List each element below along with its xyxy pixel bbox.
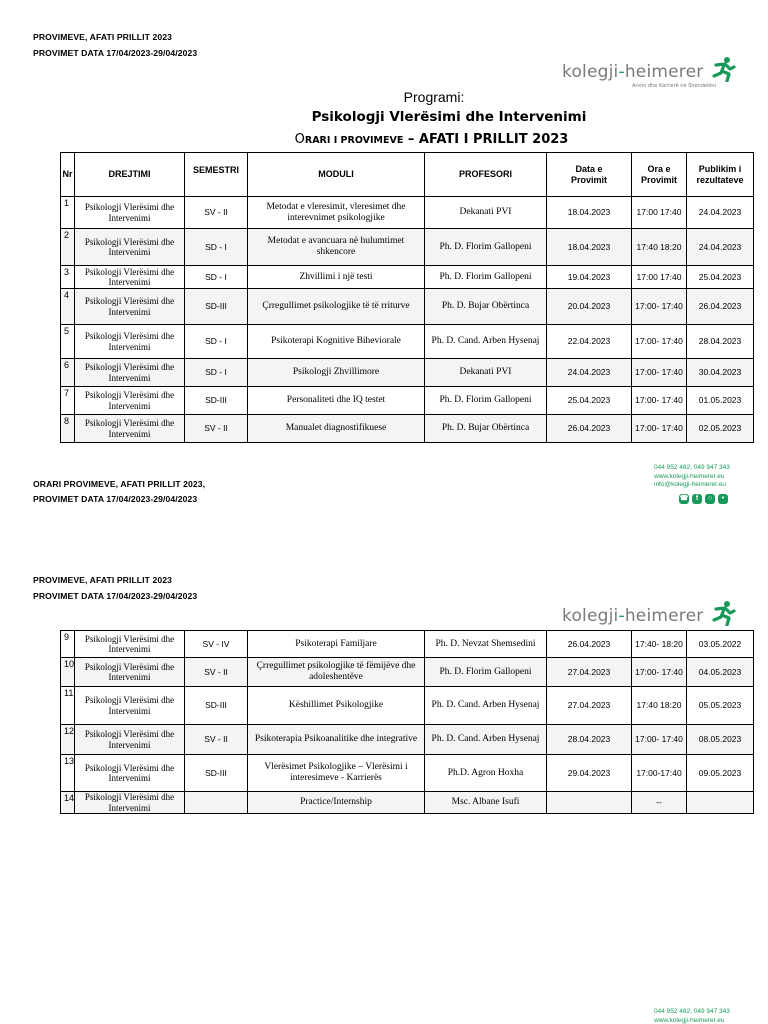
cell-drejtimi: Psikologji Vlerësimi dhe Intervenimi	[75, 266, 185, 289]
cell-nr: 10	[61, 658, 75, 687]
table-row	[61, 631, 754, 658]
college-logo	[562, 62, 742, 92]
col-header-ora: Ora e Provimit	[632, 153, 687, 197]
cell-profesori: Msc. Albane Isufi	[425, 792, 547, 814]
cell-semestri: SD - I	[185, 229, 248, 266]
cell-ora: 17:00- 17:40	[632, 725, 687, 755]
cell-nr: 8	[61, 415, 75, 443]
cell-publikim: 05.05.2023	[687, 687, 754, 725]
col-header-semestri: SEMESTRI	[185, 153, 248, 197]
program-label: Programi:	[403, 89, 465, 105]
cell-publikim: 24.04.2023	[687, 197, 754, 229]
table-row	[61, 289, 754, 325]
table-row	[61, 266, 754, 289]
runner-icon	[710, 56, 736, 82]
header-line-1: PROVIMEVE, AFATI PRILLIT 2023	[33, 32, 172, 42]
col-header-profesori: PROFESORI	[425, 153, 547, 197]
col-header-data: Data e Provimit	[547, 153, 632, 197]
cell-data: 25.04.2023	[547, 387, 632, 415]
cell-drejtimi: Psikologji Vlerësimi dhe Intervenimi	[75, 387, 185, 415]
twitter-icon[interactable]: •	[718, 494, 728, 504]
logo-tagline: Arsim dhe Karrierë në Shëndetësi	[632, 83, 716, 89]
cell-profesori: Ph. D. Florim Gallopeni	[425, 658, 547, 687]
cell-publikim: 28.04.2023	[687, 325, 754, 359]
cell-semestri: SV - II	[185, 658, 248, 687]
cell-nr: 4	[61, 289, 75, 325]
contact-phones: 044 952 462; 049 947 343	[654, 464, 730, 471]
cell-profesori: Ph. D. Florim Gallopeni	[425, 266, 547, 289]
cell-semestri: SV - IV	[185, 631, 248, 658]
cell-semestri: SV - II	[185, 725, 248, 755]
cell-publikim: 09.05.2023	[687, 755, 754, 792]
logo-wordmark-2: kolegji-heimerer	[562, 606, 704, 626]
cell-drejtimi: Psikologji Vlerësimi dhe Intervenimi	[75, 229, 185, 266]
cell-drejtimi: Psikologji Vlerësimi dhe Intervenimi	[75, 725, 185, 755]
runner-icon-2	[710, 600, 736, 626]
logo-wordmark: kolegji-heimerer	[562, 62, 704, 82]
cell-moduli: Këshillimet Psikologjike	[248, 687, 425, 725]
cell-publikim: 01.05.2023	[687, 387, 754, 415]
cell-data: 28.04.2023	[547, 725, 632, 755]
cell-publikim: 30.04.2023	[687, 359, 754, 387]
cell-drejtimi: Psikologji Vlerësimi dhe Intervenimi	[75, 755, 185, 792]
cell-ora: 17:00-17:40	[632, 755, 687, 792]
cell-nr: 13	[61, 755, 75, 792]
social-icons	[679, 494, 728, 504]
cell-profesori: Ph. D. Cand. Arben Hysenaj	[425, 687, 547, 725]
cell-ora: 17:00- 17:40	[632, 415, 687, 443]
exam-schedule-table-1	[60, 152, 754, 443]
cell-data: 18.04.2023	[547, 229, 632, 266]
facebook-icon[interactable]: f	[692, 494, 702, 504]
cell-nr: 12	[61, 725, 75, 755]
cell-ora: 17:40 18:20	[632, 687, 687, 725]
cell-data: 27.04.2023	[547, 687, 632, 725]
cell-data: 20.04.2023	[547, 289, 632, 325]
cell-moduli: Metodat e avancuara në hulumtimet shkencore	[248, 229, 425, 266]
contact-email: info@kolegji-heimerer.eu	[654, 481, 726, 488]
table-row	[61, 725, 754, 755]
cell-nr: 6	[61, 359, 75, 387]
cell-publikim: 25.04.2023	[687, 266, 754, 289]
table-row	[61, 387, 754, 415]
cell-nr: 7	[61, 387, 75, 415]
contact-block-1	[654, 464, 730, 490]
cell-ora: 17:00 17:40	[632, 266, 687, 289]
cell-drejtimi: Psikologji Vlerësimi dhe Intervenimi	[75, 631, 185, 658]
cell-drejtimi: Psikologji Vlerësimi dhe Intervenimi	[75, 687, 185, 725]
cell-ora: 17:40- 18:20	[632, 631, 687, 658]
footer-line-2: PROVIMET DATA 17/04/2023-29/04/2023	[33, 494, 198, 504]
cell-drejtimi: Psikologji Vlerësimi dhe Intervenimi	[75, 197, 185, 229]
program-name: Psikologji Vlerësimi dhe Intervenimi	[311, 109, 587, 125]
cell-profesori: Dekanati PVI	[425, 359, 547, 387]
cell-nr: 3	[61, 266, 75, 289]
cell-moduli: Psikologji Zhvillimore	[248, 359, 425, 387]
cell-profesori: Ph. D. Cand. Arben Hysenaj	[425, 725, 547, 755]
cell-data: 29.04.2023	[547, 755, 632, 792]
col-header-publikim: Publikim i rezultateve	[687, 153, 754, 197]
header-line-2: PROVIMET DATA 17/04/2023-29/04/2023	[33, 48, 198, 58]
cell-ora: 17:40 18:20	[632, 229, 687, 266]
cell-moduli: Vlerësimet Psikologjike – Vlerësimi i interesimeve - Karrierës	[248, 755, 425, 792]
cell-ora: 17:00- 17:40	[632, 359, 687, 387]
cell-semestri: SD-III	[185, 687, 248, 725]
cell-moduli: Psikoterapi Kognitive Biheviorale	[248, 325, 425, 359]
instagram-icon[interactable]: ○	[705, 494, 715, 504]
table-row	[61, 325, 754, 359]
cell-ora: 17:00- 17:40	[632, 658, 687, 687]
footer-line-1: ORARI PROVIMEVE, AFATI PRILLIT 2023,	[33, 479, 206, 489]
cell-data: 26.04.2023	[547, 631, 632, 658]
cell-nr: 1	[61, 197, 75, 229]
cell-moduli: Psikoterapi Familjare	[248, 631, 425, 658]
cell-data: 19.04.2023	[547, 266, 632, 289]
exam-schedule-table-2	[60, 630, 754, 814]
cell-publikim: 04.05.2023	[687, 658, 754, 687]
cell-profesori: Ph. D. Cand. Arben Hysenaj	[425, 325, 547, 359]
cell-moduli: Çrregullimet psikologjike të fëmijëve dhe adoleshentëve	[248, 658, 425, 687]
table-row	[61, 359, 754, 387]
cell-semestri: SV - II	[185, 415, 248, 443]
cell-semestri: SD - I	[185, 266, 248, 289]
cell-profesori: Ph. D. Bujar Obërtinca	[425, 415, 547, 443]
table-row	[61, 687, 754, 725]
cell-data: 24.04.2023	[547, 359, 632, 387]
table-row	[61, 658, 754, 687]
cell-ora: --	[632, 792, 687, 814]
contact-block-2	[654, 1008, 730, 1024]
cell-drejtimi: Psikologji Vlerësimi dhe Intervenimi	[75, 658, 185, 687]
schedule-title: ORARI I PROVIMEVE – AFATI I PRILLIT 2023	[294, 132, 569, 147]
page2-header-line-1: PROVIMEVE, AFATI PRILLIT 2023	[33, 575, 172, 585]
col-header-moduli: MODULI	[248, 153, 425, 197]
cell-moduli: Practice/Internship	[248, 792, 425, 814]
cell-semestri: SD - I	[185, 359, 248, 387]
contact-website-2: www.kolegji-heimerer.eu	[654, 1016, 725, 1024]
cell-drejtimi: Psikologji Vlerësimi dhe Intervenimi	[75, 289, 185, 325]
cell-nr: 9	[61, 631, 75, 658]
table-row	[61, 755, 754, 792]
cell-moduli: Çrregullimet psikologjike të të rriturve	[248, 289, 425, 325]
cell-moduli: Personaliteti dhe IQ testet	[248, 387, 425, 415]
table-row	[61, 229, 754, 266]
cell-publikim: 08.05.2023	[687, 725, 754, 755]
cell-ora: 17:00- 17:40	[632, 325, 687, 359]
col-header-drejtimi: DREJTIMI	[75, 153, 185, 197]
cell-nr: 14	[61, 792, 75, 814]
cell-semestri: SV - II	[185, 197, 248, 229]
cell-semestri: SD-III	[185, 387, 248, 415]
cell-drejtimi: Psikologji Vlerësimi dhe Intervenimi	[75, 792, 185, 814]
page2-header-line-2: PROVIMET DATA 17/04/2023-29/04/2023	[33, 591, 198, 601]
cell-moduli: Metodat e vleresimit, vleresimet dhe interevnimet psikologjike	[248, 197, 425, 229]
cell-semestri	[185, 792, 248, 814]
phone-icon[interactable]: ☎	[679, 495, 689, 502]
col-header-nr: Nr	[61, 153, 75, 197]
cell-profesori: Ph. D. Florim Gallopeni	[425, 229, 547, 266]
contact-phones-2: 044 952 462; 049 947 343	[654, 1008, 730, 1015]
cell-data: 18.04.2023	[547, 197, 632, 229]
cell-moduli: Zhvillimi i një testi	[248, 266, 425, 289]
cell-nr: 2	[61, 229, 75, 266]
cell-profesori: Ph. D. Florim Gallopeni	[425, 387, 547, 415]
cell-semestri: SD-III	[185, 755, 248, 792]
cell-data: 22.04.2023	[547, 325, 632, 359]
cell-ora: 17:00- 17:40	[632, 289, 687, 325]
table-row	[61, 415, 754, 443]
cell-moduli: Manualet diagnostifikuese	[248, 415, 425, 443]
cell-nr: 11	[61, 687, 75, 725]
table-header-row	[61, 153, 754, 197]
cell-drejtimi: Psikologji Vlerësimi dhe Intervenimi	[75, 415, 185, 443]
table-row	[61, 792, 754, 814]
cell-publikim: 02.05.2023	[687, 415, 754, 443]
contact-website: www.kolegji-heimerer.eu	[654, 472, 725, 480]
cell-drejtimi: Psikologji Vlerësimi dhe Intervenimi	[75, 359, 185, 387]
cell-publikim: 03.05.2022	[687, 631, 754, 658]
cell-profesori: Ph. D. Bujar Obërtinca	[425, 289, 547, 325]
cell-ora: 17:00 17:40	[632, 197, 687, 229]
cell-nr: 5	[61, 325, 75, 359]
cell-profesori: Ph.D. Agron Hoxha	[425, 755, 547, 792]
cell-semestri: SD-III	[185, 289, 248, 325]
cell-publikim: 24.04.2023	[687, 229, 754, 266]
cell-data	[547, 792, 632, 814]
cell-publikim	[687, 792, 754, 814]
cell-drejtimi: Psikologji Vlerësimi dhe Intervenimi	[75, 325, 185, 359]
table-row	[61, 197, 754, 229]
cell-data: 27.04.2023	[547, 658, 632, 687]
cell-moduli: Psikoterapia Psikoanalitike dhe integrative	[248, 725, 425, 755]
cell-ora: 17:00- 17:40	[632, 387, 687, 415]
cell-profesori: Ph. D. Nevzat Shemsedini	[425, 631, 547, 658]
cell-publikim: 26.04.2023	[687, 289, 754, 325]
cell-profesori: Dekanati PVI	[425, 197, 547, 229]
cell-data: 26.04.2023	[547, 415, 632, 443]
cell-semestri: SD - I	[185, 325, 248, 359]
